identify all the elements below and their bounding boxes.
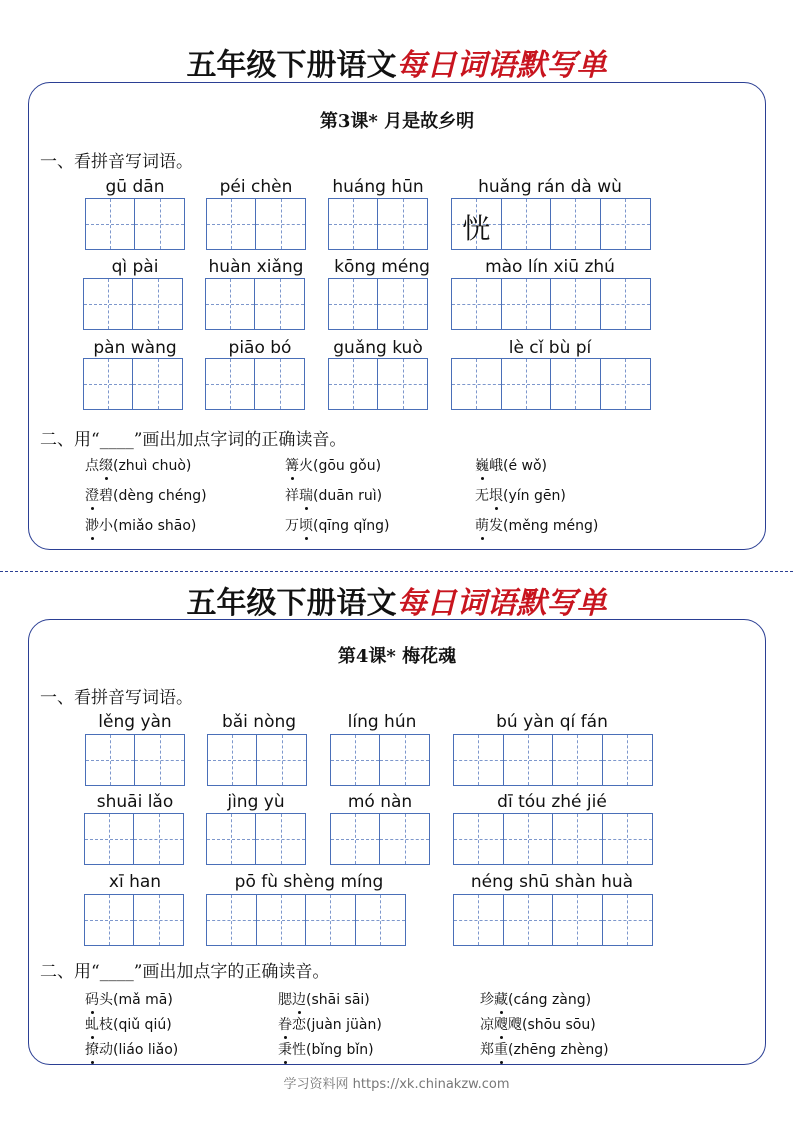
writing-grid[interactable] [451,358,651,410]
writing-cell[interactable] [601,359,651,409]
writing-cell[interactable] [85,895,134,945]
writing-cell[interactable] [331,814,380,864]
writing-grid[interactable] [206,813,306,865]
pinyin: néng shū shàn huà [470,872,634,892]
reading-question[interactable]: 篝火(gōu gǒu) [285,455,381,475]
writing-cell[interactable] [454,735,504,785]
pinyin: gū dān [105,177,165,197]
writing-cell[interactable] [454,895,504,945]
footer-watermark: 学习资料网 https://xk.chinakzw.com [283,1077,510,1092]
writing-cell[interactable] [504,814,554,864]
writing-cell[interactable] [256,814,305,864]
writing-grid[interactable] [328,198,428,250]
reading-question[interactable]: 虬枝(qiǔ qiú) [85,1014,172,1034]
writing-cell[interactable] [551,279,601,329]
writing-grid[interactable] [205,278,305,330]
writing-cell[interactable] [603,814,653,864]
reading-question[interactable]: 秉性(bǐng bǐn) [278,1039,374,1059]
reading-question[interactable]: 点缀(zhuì chuò) [85,455,191,475]
writing-grid[interactable] [205,358,305,410]
pinyin: mào lín xiū zhú [485,257,615,277]
writing-cell[interactable] [551,359,601,409]
writing-cell[interactable] [452,359,502,409]
pinyin: lěng yàn [98,712,172,732]
writing-cell[interactable] [207,814,256,864]
pinyin: kōng méng [334,257,430,277]
writing-cell[interactable] [378,359,427,409]
writing-grid[interactable] [85,734,185,786]
reading-question[interactable]: 渺小(miǎo shāo) [85,515,196,535]
pinyin: piāo bó [228,338,292,358]
pinyin: pō fù shèng míng [234,872,384,892]
writing-cell[interactable] [208,735,257,785]
writing-grid[interactable] [206,894,406,946]
writing-grid[interactable] [453,734,653,786]
reading-question[interactable]: 无垠(yín gēn) [475,485,566,505]
writing-cell[interactable] [257,895,307,945]
pinyin: jìng yù [227,792,285,812]
pinyin: mó nàn [347,792,413,812]
writing-cell[interactable] [206,359,255,409]
pinyin: lè cǐ bù pí [508,338,592,358]
pinyin: líng hún [347,712,417,732]
writing-cell[interactable] [134,814,183,864]
sheet2-section1-heading: 一、看拼音写词语。 [40,688,193,708]
writing-cell[interactable] [504,895,554,945]
writing-cell[interactable] [255,279,304,329]
pinyin: guǎng kuò [333,338,423,358]
writing-cell[interactable] [504,735,554,785]
writing-grid[interactable] [451,278,651,330]
sheet1-title [0,40,793,84]
reading-question[interactable]: 眷恋(juàn jüàn) [278,1014,382,1034]
cut-line-divider [0,571,793,572]
writing-cell[interactable] [206,279,255,329]
writing-cell[interactable] [603,735,653,785]
writing-grid[interactable] [453,894,653,946]
pinyin: péi chèn [219,177,293,197]
writing-grid[interactable] [330,734,430,786]
reading-question[interactable]: 腮边(shāi sāi) [278,989,370,1009]
writing-cell[interactable] [603,895,653,945]
pinyin: qì pài [111,257,159,277]
writing-cell[interactable] [502,279,552,329]
reading-question[interactable]: 澄碧(dèng chéng) [85,485,207,505]
writing-cell[interactable] [454,814,504,864]
writing-cell[interactable] [378,279,427,329]
sheet2-title-red: 每日词语默写单 [396,586,607,621]
pinyin: xī han [108,872,162,892]
writing-grid[interactable] [84,813,184,865]
writing-grid[interactable] [328,278,428,330]
writing-cell[interactable] [133,359,182,409]
writing-cell[interactable] [380,735,429,785]
pinyin: huàn xiǎng [208,257,304,277]
writing-grid[interactable] [207,734,307,786]
writing-grid[interactable] [206,198,306,250]
writing-cell[interactable] [256,199,305,249]
sheet2-section2-heading: 二、用“____”画出加点字的正确读音。 [40,962,330,982]
sheet1-lesson-title: 第3课* 月是故乡明 [319,111,475,132]
reading-question[interactable]: 万顷(qīng qǐng) [285,515,389,535]
writing-cell[interactable] [502,359,552,409]
writing-cell[interactable] [553,814,603,864]
writing-cell[interactable] [601,199,651,249]
writing-grid[interactable] [83,278,183,330]
writing-cell[interactable] [135,199,184,249]
sheet1-title-red: 每日词语默写单 [396,48,607,83]
reading-question[interactable]: 码头(mǎ mā) [85,989,173,1009]
writing-cell[interactable] [84,359,133,409]
writing-cell[interactable] [133,279,182,329]
pinyin: bǎi nòng [221,712,297,732]
cell-char: 恍 [462,212,491,245]
writing-grid[interactable] [85,198,185,250]
sheet1-section2-heading: 二、用“____”画出加点字词的正确读音。 [40,430,347,450]
writing-cell[interactable] [553,735,603,785]
writing-cell[interactable] [380,814,429,864]
writing-cell[interactable] [85,814,134,864]
reading-question[interactable]: 巍峨(é wǒ) [475,455,547,475]
sheet2-title [0,578,793,622]
reading-question[interactable]: 祥瑞(duān ruì) [285,485,382,505]
reading-question[interactable]: 撩动(liáo liǎo) [85,1039,178,1059]
writing-cell[interactable] [207,199,256,249]
reading-question[interactable]: 珍藏(cáng zàng) [480,989,591,1009]
sheet1-title-black: 五年级下册语文 [186,48,397,83]
writing-cell[interactable] [257,735,306,785]
writing-cell[interactable] [601,279,651,329]
writing-grid[interactable] [451,198,651,250]
reading-question[interactable]: 郑重(zhēng zhèng) [480,1039,609,1059]
sheet1-section1-heading: 一、看拼音写词语。 [40,152,193,172]
pinyin: dī tóu zhé jié [497,792,607,812]
writing-cell[interactable] [135,735,184,785]
writing-cell[interactable] [502,199,552,249]
writing-grid[interactable] [83,358,183,410]
writing-cell[interactable] [378,199,427,249]
pinyin: huǎng rán dà wù [478,177,622,197]
writing-grid[interactable] [84,894,184,946]
writing-cell[interactable] [551,199,601,249]
reading-question[interactable]: 凉飕飕(shōu sōu) [480,1014,596,1034]
writing-cell[interactable] [255,359,304,409]
writing-cell[interactable] [86,199,135,249]
writing-cell[interactable] [84,279,133,329]
writing-cell[interactable] [452,279,502,329]
writing-grid[interactable] [328,358,428,410]
writing-cell[interactable] [86,735,135,785]
pinyin: huáng hūn [332,177,424,197]
writing-cell[interactable] [306,895,356,945]
writing-cell[interactable] [553,895,603,945]
sheet2-title-black: 五年级下册语文 [186,586,397,621]
writing-cell[interactable] [329,279,378,329]
sheet2-lesson-title: 第4课* 梅花魂 [337,646,457,667]
writing-cell[interactable] [331,735,380,785]
pinyin: pàn wàng [93,338,177,358]
writing-cell[interactable] [329,199,378,249]
reading-question[interactable]: 萌发(měng méng) [475,515,598,535]
writing-cell[interactable] [134,895,183,945]
writing-grid[interactable] [330,813,430,865]
writing-cell[interactable] [329,359,378,409]
writing-cell[interactable] [207,895,257,945]
writing-cell[interactable] [356,895,406,945]
writing-grid[interactable] [453,813,653,865]
pinyin: bú yàn qí fán [496,712,608,732]
writing-cell[interactable] [452,199,502,249]
pinyin: shuāi lǎo [96,792,174,812]
